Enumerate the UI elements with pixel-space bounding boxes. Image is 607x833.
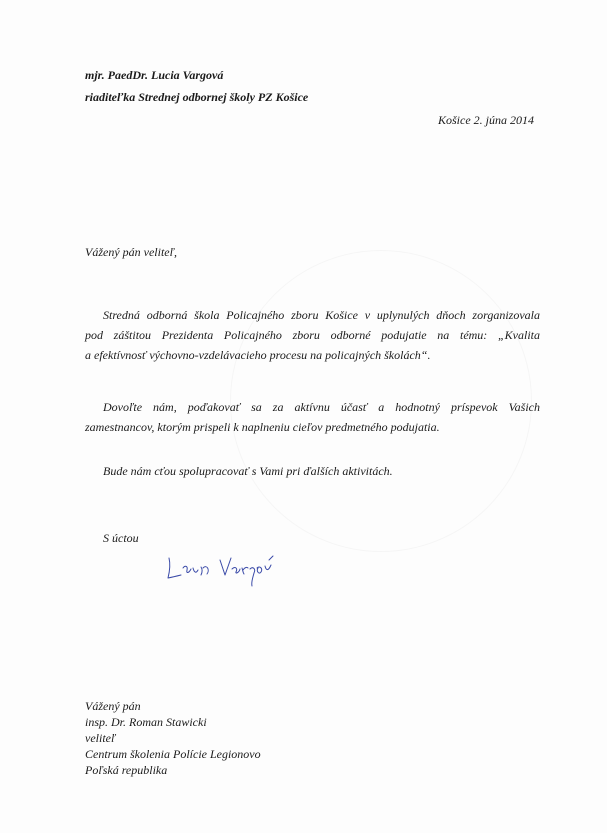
handwritten-signature [165,548,285,588]
paragraph-line: a efektívnosť výchovno-vzdelávacieho procesu na policajných školách“. [85,348,431,362]
paragraph-line: zamestnancov, ktorým prispeli k naplneniu cieľov predmetného podujatia. [85,420,440,434]
sender-position: riaditeľka Strednej odbornej školy PZ Košice [85,90,309,104]
paragraph-line: Stredná odborná škola Policajného zboru Košice v uplynulých dňoch zorganizovala [103,308,540,322]
paragraph-3 [85,461,540,481]
paragraph-line: Dovoľte nám, poďakovať sa za aktívnu účasť a hodnotný príspevok Vašich [103,400,540,414]
recipient-line: Poľská republika [85,763,168,777]
paragraph-line: pod záštitou Prezidenta Policajného zboru odborné podujatie na tému: „Kvalita [85,328,540,342]
letter-date: Košice 2. júna 2014 [438,113,534,127]
recipient-line: insp. Dr. Roman Stawicki [85,715,207,729]
sender-name: mjr. PaedDr. Lucia Vargová [85,68,224,82]
paragraph-1 [85,305,540,365]
salutation: Vážený pán veliteľ, [85,245,177,259]
closing: S úctou [103,531,139,545]
recipient-line: Centrum školenia Polície Legionovo [85,747,261,761]
recipient-line: Vážený pán [85,699,141,713]
recipient-line: veliteľ [85,731,116,745]
paragraph-2 [85,397,540,437]
paragraph-line: Bude nám cťou spolupracovať s Vami pri ďalších aktivitách. [103,464,393,478]
